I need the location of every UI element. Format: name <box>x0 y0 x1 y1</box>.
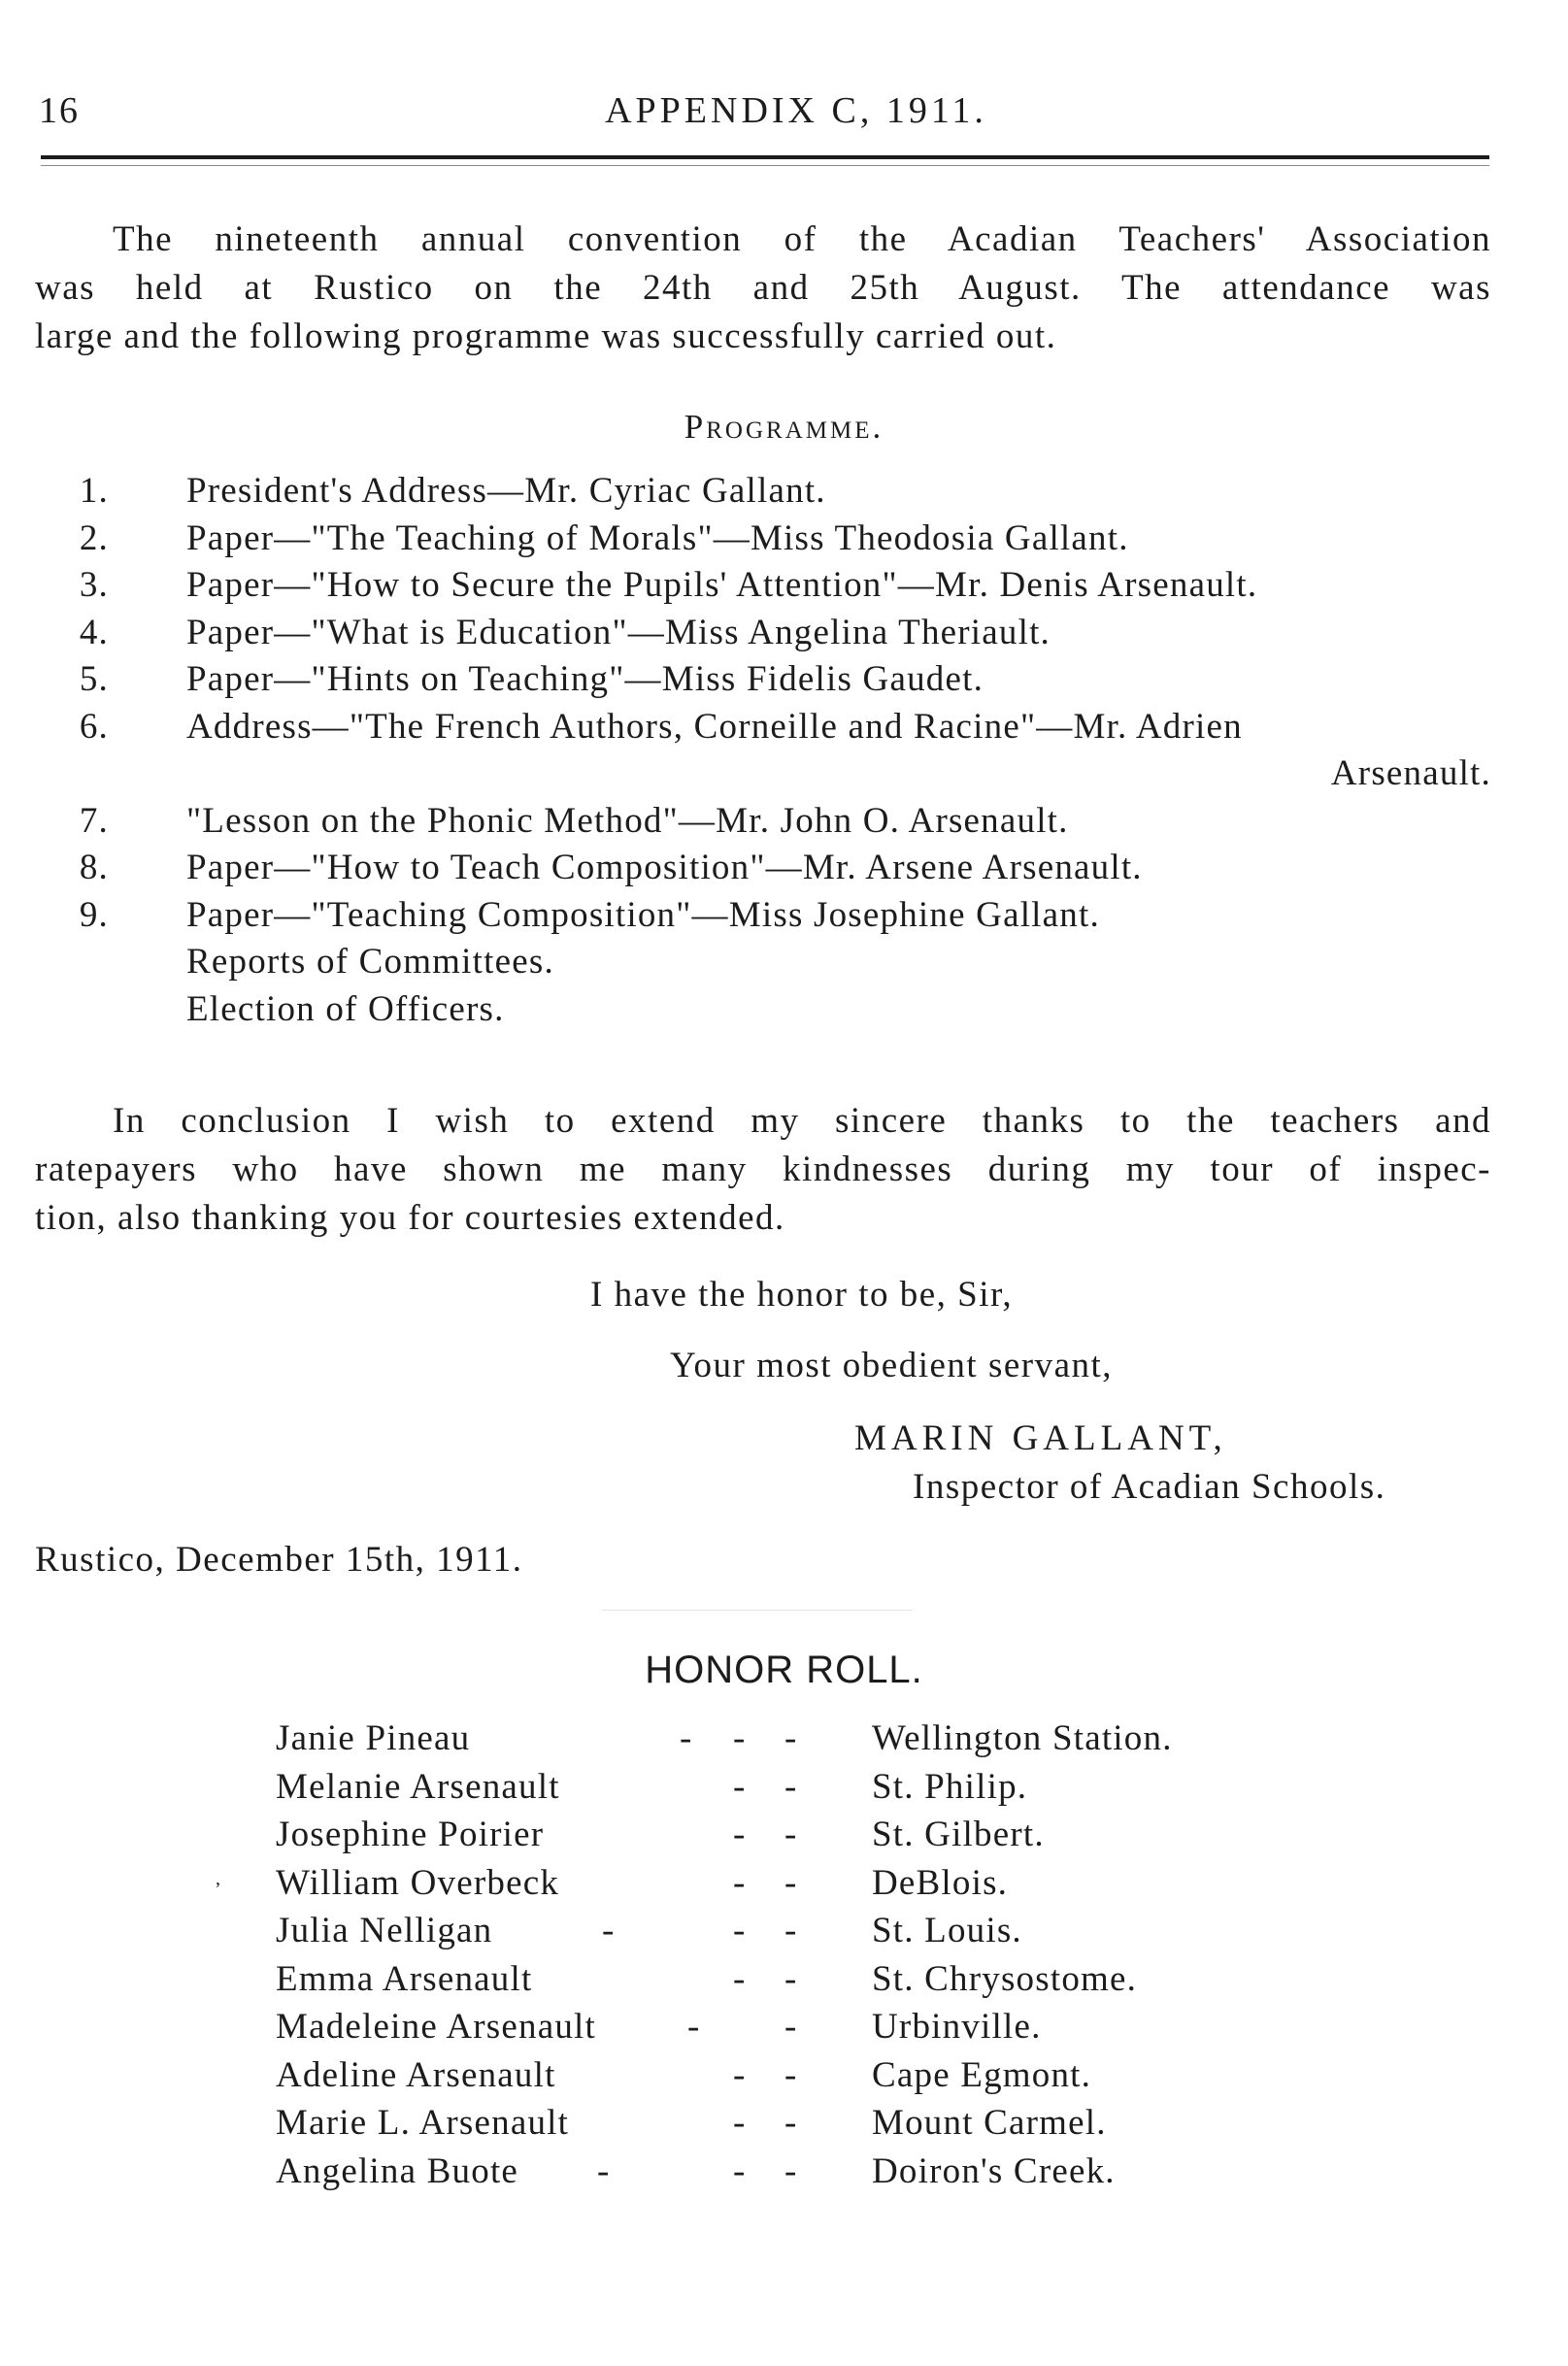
leader-dash: - <box>680 1718 693 1758</box>
item-number: 7. <box>79 800 109 841</box>
honor-roll-row <box>0 1715 1568 1763</box>
closing-line: I have the honor to be, Sir, <box>590 1275 1014 1315</box>
section-divider <box>602 1610 913 1611</box>
leader-dash: - <box>784 1911 798 1950</box>
student-name: William Overbeck <box>276 1862 560 1903</box>
item-text: "Lesson on the Phonic Method"—Mr. John O. Arsenault. <box>186 800 1069 841</box>
school-place: St. Gilbert. <box>872 1815 1045 1854</box>
honor-roll-row <box>0 2148 1568 2196</box>
honor-roll-row <box>0 2051 1568 2100</box>
honor-roll-row <box>0 1955 1568 2004</box>
leader-dash: - <box>733 1911 747 1950</box>
item-number: 3. <box>79 565 109 605</box>
item-continuation: Arsenault. <box>1330 753 1491 793</box>
item-text: Paper—"Hints on Teaching"—Miss Fidelis Gaudet. <box>186 659 984 699</box>
page-number: 16 <box>39 90 80 131</box>
item-text: Paper—"Teaching Composition"—Miss Josephine Gallant. <box>186 894 1100 935</box>
text-line: tion, also thanking you for courtesies extended. <box>35 1198 785 1238</box>
signature-title: Inspector of Acadian Schools. <box>913 1467 1386 1507</box>
item-number: 2. <box>79 517 109 558</box>
programme-heading: Programme. <box>684 408 884 446</box>
student-name: Janie Pineau <box>276 1718 471 1758</box>
programme-item <box>35 468 1491 516</box>
leader-dash: - <box>733 1958 747 1999</box>
programme-item <box>35 516 1491 563</box>
programme-item <box>35 892 1491 940</box>
honor-roll-title: HONOR ROLL. <box>645 1649 923 1691</box>
leader-dash: - <box>733 1862 747 1903</box>
header-rule <box>41 155 1489 159</box>
item-number: 4. <box>79 612 109 652</box>
honor-roll-row <box>0 1859 1568 1908</box>
honor-roll-row <box>0 1763 1568 1812</box>
honor-roll-row <box>0 2099 1568 2148</box>
honor-roll-row <box>0 1811 1568 1859</box>
leader-dash: - <box>784 1958 798 1999</box>
text-line: In conclusion I wish to extend my sincere thanks to the teachers and <box>113 1101 1491 1141</box>
running-head <box>39 89 1495 138</box>
leader-dash: - <box>733 2150 747 2191</box>
student-name: Emma Arsenault <box>276 1958 533 1999</box>
school-place: St. Chrysostome. <box>872 1958 1138 1999</box>
school-place: Doiron's Creek. <box>872 2150 1116 2191</box>
item-text: President's Address—Mr. Cyriac Gallant. <box>186 471 826 511</box>
leader-dash: - <box>784 1862 798 1903</box>
programme-item <box>35 562 1491 610</box>
item-text: Reports of Committees. <box>186 942 554 982</box>
programme-item <box>35 610 1491 657</box>
leader-dash: - <box>733 2054 747 2095</box>
running-title: APPENDIX C, 1911. <box>605 90 987 131</box>
signature-name: MARIN GALLANT, <box>854 1418 1227 1458</box>
school-place: St. Philip. <box>872 1766 1028 1807</box>
school-place: Cape Egmont. <box>872 2054 1092 2095</box>
item-number: 9. <box>79 894 109 935</box>
honor-roll-list <box>0 1715 1568 2195</box>
honor-roll-row <box>0 2003 1568 2051</box>
leader-dash: - <box>733 2103 747 2143</box>
school-place: Mount Carmel. <box>872 2103 1107 2143</box>
school-place: DeBlois. <box>872 1862 1009 1903</box>
item-text: Address—"The French Authors, Corneille and Racine"—Mr. Adrien <box>186 706 1243 747</box>
item-text: Paper—"The Teaching of Morals"—Miss Theodosia Gallant. <box>186 517 1129 558</box>
student-name: Josephine Poirier <box>276 1815 545 1854</box>
programme-item <box>35 939 1491 986</box>
programme-item <box>35 845 1491 892</box>
text-line: The nineteenth annual convention of the Acadian Teachers' Association <box>113 219 1491 259</box>
leader-dash: - <box>733 1815 747 1854</box>
place-date: Rustico, December 15th, 1911. <box>35 1540 523 1580</box>
item-number: 6. <box>79 706 109 747</box>
leader-dash: - <box>784 2103 798 2143</box>
conclusion-paragraph <box>35 1097 1491 1243</box>
item-number: 8. <box>79 848 109 887</box>
header-rule-thin <box>41 165 1489 166</box>
leader-dash: - <box>784 2007 798 2047</box>
text-line: large and the following programme was successfully carried out. <box>35 317 1057 356</box>
programme-item <box>35 656 1491 704</box>
item-text: Paper—"How to Secure the Pupils' Attention"—Mr. Denis Arsenault. <box>186 565 1258 605</box>
programme-list <box>35 468 1491 1033</box>
student-name: Madeleine Arsenault <box>276 2007 597 2047</box>
programme-item <box>35 798 1491 846</box>
student-name: Angelina Buote <box>276 2150 519 2191</box>
leader-dash: - <box>784 1718 798 1758</box>
stray-mark: , <box>216 1867 222 1889</box>
item-text: Paper—"What is Education"—Miss Angelina Theriault. <box>186 612 1051 652</box>
item-text: Paper—"How to Teach Composition"—Mr. Arsene Arsenault. <box>186 848 1143 887</box>
leader-dash: - <box>784 2054 798 2095</box>
leader-dash: - <box>784 1766 798 1807</box>
student-name: Melanie Arsenault <box>276 1766 560 1807</box>
text-line: ratepayers who have shown me many kindnesses during my tour of inspec- <box>35 1150 1491 1189</box>
leader-dash: - <box>784 2150 798 2191</box>
honor-roll-row <box>0 1907 1568 1955</box>
student-name: Marie L. Arsenault <box>276 2103 570 2143</box>
student-name: Julia Nelligan <box>276 1911 493 1950</box>
leader-dash: - <box>784 1815 798 1854</box>
leader-dash: - <box>597 2150 611 2191</box>
programme-item <box>35 986 1491 1034</box>
school-place: Wellington Station. <box>872 1718 1173 1758</box>
intro-paragraph <box>35 216 1491 361</box>
leader-dash: - <box>602 1911 616 1950</box>
school-place: St. Louis. <box>872 1911 1022 1950</box>
leader-dash: - <box>687 2007 701 2047</box>
item-number: 1. <box>79 471 109 511</box>
leader-dash: - <box>733 1718 747 1758</box>
text-line: was held at Rustico on the 24th and 25th August. The attendance was <box>35 268 1491 308</box>
item-text: Election of Officers. <box>186 988 505 1029</box>
item-number: 5. <box>79 659 109 699</box>
student-name: Adeline Arsenault <box>276 2054 556 2095</box>
programme-item <box>35 704 1491 751</box>
school-place: Urbinville. <box>872 2007 1042 2047</box>
closing-line: Your most obedient servant, <box>670 1346 1114 1385</box>
leader-dash: - <box>733 1766 747 1807</box>
